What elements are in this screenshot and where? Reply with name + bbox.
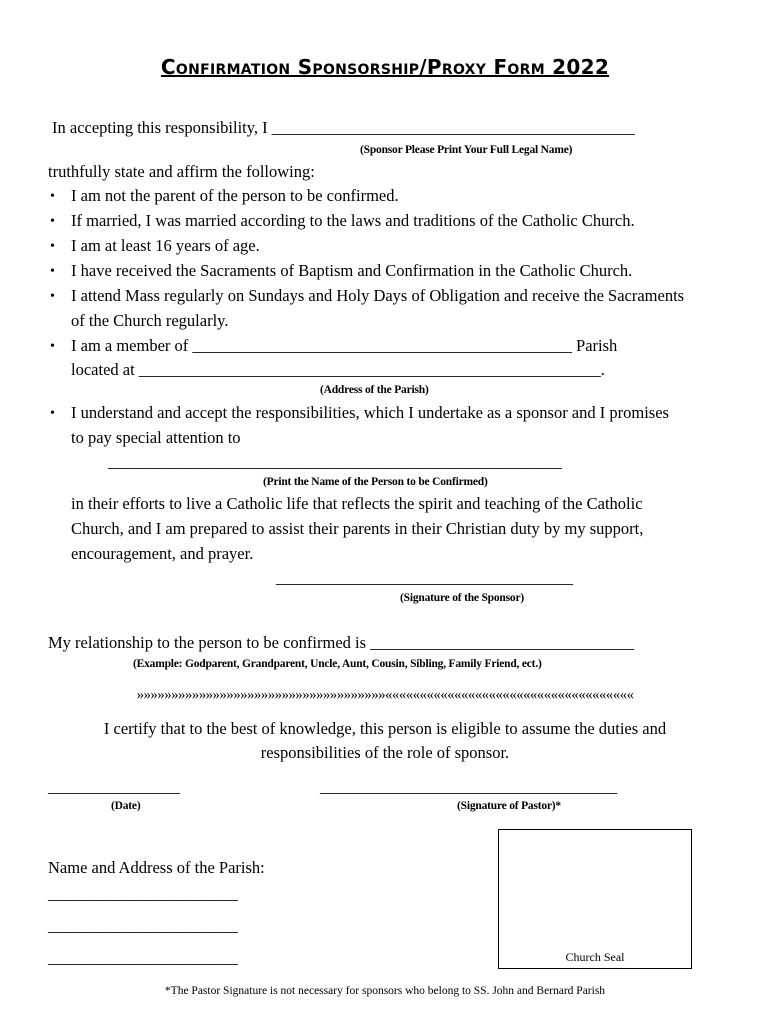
bullet-age: I am at least 16 years of age. xyxy=(71,236,260,255)
affirm-text: truthfully state and affirm the following: xyxy=(48,162,315,181)
date-caption: (Date) xyxy=(111,800,141,812)
pastor-signature-caption: (Signature of Pastor)* xyxy=(457,800,561,812)
bullet-dot: • xyxy=(50,289,55,304)
bullet-mass-line2: of the Church regularly. xyxy=(71,311,229,330)
relationship-line: My relationship to the person to be confirmed is ________________________________ xyxy=(48,633,635,652)
bullet-dot: • xyxy=(50,214,55,229)
bullet-dot: • xyxy=(50,264,55,279)
bullet-dot: • xyxy=(50,239,55,254)
confirmed-name-line: _______________________________________________________ xyxy=(108,452,562,471)
form-title: Confirmation Sponsorship/Proxy Form 2022 xyxy=(160,55,610,79)
church-seal-box xyxy=(498,829,692,969)
bullet-mass-line1: I attend Mass regularly on Sundays and Holy Days of Obligation and receive the Sacraments xyxy=(71,286,685,305)
sponsor-name-caption: (Sponsor Please Print Your Full Legal Name) xyxy=(360,144,573,156)
parish-line-3: _______________________ xyxy=(48,948,238,967)
paragraph-line3: encouragement, and prayer. xyxy=(71,544,254,563)
relationship-caption: (Example: Godparent, Grandparent, Uncle, Aunt, Cousin, Sibling, Family Friend, ect.) xyxy=(133,658,542,670)
parish-line-2: _______________________ xyxy=(48,916,238,935)
sponsor-signature-line: ____________________________________ xyxy=(276,568,573,587)
pastor-footnote: *The Pastor Signature is not necessary for sponsors who belong to SS. John and Bernard Parish xyxy=(164,985,606,997)
bullet-responsibilities-line2: to pay special attention to xyxy=(71,428,241,447)
church-seal-label: Church Seal xyxy=(565,950,625,964)
bullet-parish-location: located at ________________________________________________________. xyxy=(71,360,605,379)
bullet-married: If married, I was married according to the laws and traditions of the Catholic Church. xyxy=(71,211,635,230)
paragraph-line2: Church, and I am prepared to assist their parents in their Christian duty by my support, xyxy=(71,519,644,538)
parish-address-caption: (Address of the Parish) xyxy=(320,384,429,396)
paragraph-line1: in their efforts to live a Catholic life that reflects the spirit and teaching of the Catholic xyxy=(71,494,643,513)
parish-name-label: Name and Address of the Parish: xyxy=(48,858,265,877)
certify-line1: I certify that to the best of knowledge, this person is eligible to assume the duties and xyxy=(103,719,667,738)
parish-line-1: _______________________ xyxy=(48,884,238,903)
certify-line2: responsibilities of the role of sponsor. xyxy=(260,743,510,762)
sponsor-signature-caption: (Signature of the Sponsor) xyxy=(400,592,524,604)
bullet-dot: • xyxy=(50,189,55,204)
date-line: ________________ xyxy=(48,777,180,796)
intro-sponsor-name-line: In accepting this responsibility, I ____________________________________________ xyxy=(52,118,635,137)
confirmed-name-caption: (Print the Name of the Person to be Confirmed) xyxy=(263,476,488,488)
bullet-responsibilities-line1: I understand and accept the responsibilities, which I undertake as a sponsor and I promises xyxy=(71,403,669,422)
section-divider: »»»»»»»»»»»»»»»»»»»»»»»»»»»»»»»»»»»»«««««««««««««««««««««««««««««««««««« xyxy=(136,687,634,703)
bullet-sacraments: I have received the Sacraments of Baptism and Confirmation in the Catholic Church. xyxy=(71,261,633,280)
bullet-parish-member: I am a member of ______________________________________________ Parish xyxy=(71,336,618,355)
bullet-dot: • xyxy=(50,339,55,354)
bullet-dot: • xyxy=(50,406,55,421)
pastor-signature-line: ____________________________________ xyxy=(320,777,617,796)
bullet-not-parent: I am not the parent of the person to be confirmed. xyxy=(71,186,399,205)
